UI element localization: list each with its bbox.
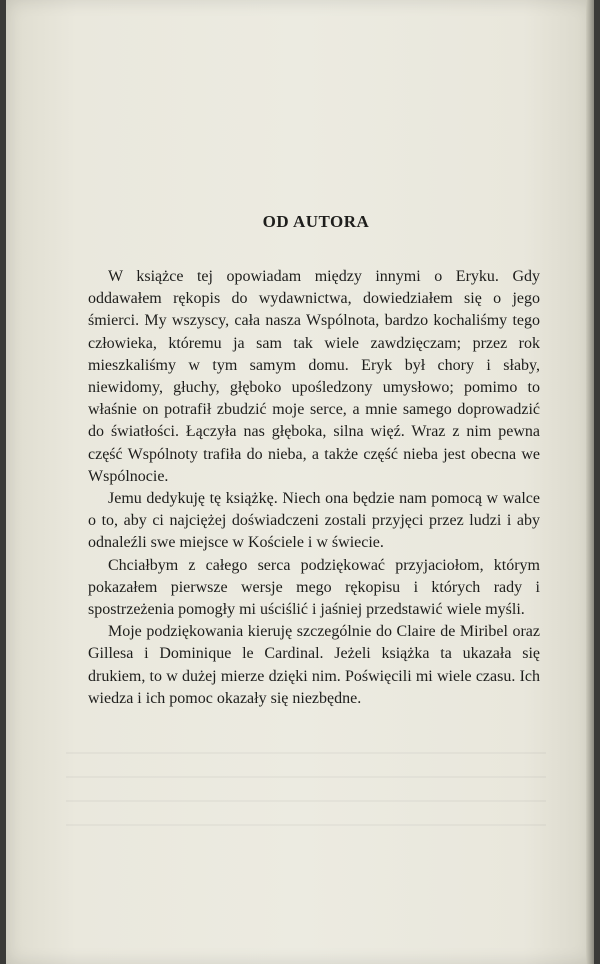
bleed-through-line — [66, 776, 546, 778]
page-edge — [586, 0, 594, 964]
book-page — [6, 0, 594, 964]
bleed-through-line — [66, 752, 546, 754]
paragraph-4: Moje podziękowania kieruję szczególnie do Claire de Miribel oraz Gillesa i Dominique le Cardinal. Jeżeli książka ta ukazała się drukiem, to w dużej mierze dzięki nim. Poświęcili mi wiele czasu. Ich wiedza i ich pomoc okazały się niezbędne. — [88, 623, 540, 707]
page-content — [88, 210, 540, 710]
paragraph-1: W książce tej opowiadam między innymi o Eryku. Gdy oddawałem rękopis do wydawnictwa, dowiedziałem się o jego śmierci. My wszyscy, cała nasza Wspólnota, bardzo kochaliśmy tego człowieka, któremu ja sam tak wiele zawdzięczam; przez rok mieszkaliśmy w tym samym domu. Eryk był chory i słaby, niewidomy, głuchy, głęboko upośledzony umysłowo; pomimo to właśnie on potrafił zbudzić moje serce, a mnie samego doprowadzić do światłości. Łączyła nas głęboka, silna więź. Wraz z nim pewna część Wspólnoty trafiła do nieba, a także część nieba jest obecna we Wspólnocie. — [88, 268, 540, 485]
bleed-through-line — [66, 824, 546, 826]
paragraph-3: Chciałbym z całego serca podziękować przyjaciołom, którym pokazałem pierwsze wersje mego rękopisu i których rady i spostrzeżenia pomogły mi uściślić i jaśniej przedstawić wiele myśli. — [88, 556, 540, 619]
bleed-through-line — [66, 800, 546, 802]
page-title: OD AUTORA — [262, 212, 370, 231]
paragraph-2: Jemu dedykuję tę książkę. Niech ona będzie nam pomocą w walce o to, aby ci najciężej doświadczeni zostali przyjęci przez ludzi i aby odnaleźli swe miejsce w Kościele i w świecie. — [88, 490, 540, 552]
